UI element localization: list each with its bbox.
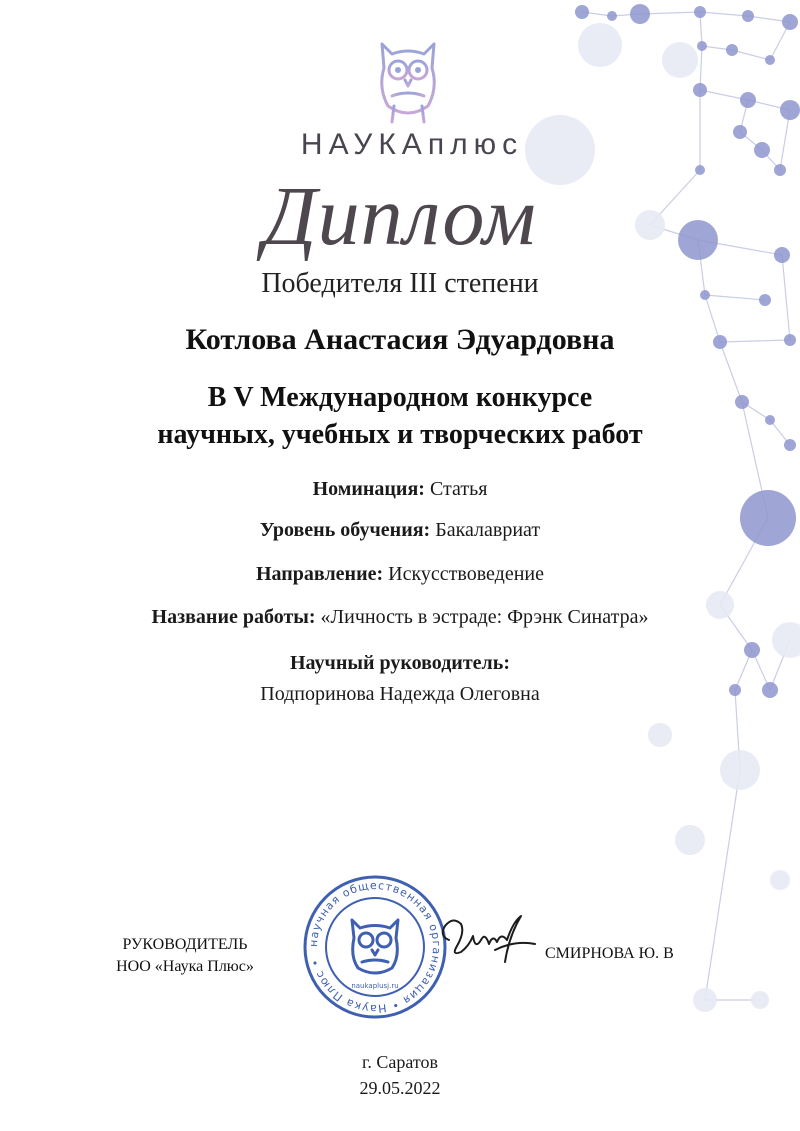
city: г. Саратов <box>362 1052 438 1072</box>
seal-ring-text: научная общественная организация • Наука Плюс • <box>306 878 444 1016</box>
seal-stamp-icon <box>300 872 450 1022</box>
head-name: СМИРНОВА Ю. В <box>545 945 674 962</box>
award-degree: Победителя III степени <box>261 268 539 299</box>
head-title <box>60 934 310 978</box>
network-dot <box>720 750 760 790</box>
network-dot <box>630 4 650 24</box>
network-dot <box>694 6 706 18</box>
field-direction <box>0 563 800 586</box>
owl-logo-icon <box>368 36 448 128</box>
head-title-line-2: НОО «Наука Плюс» <box>116 958 254 975</box>
network-dot <box>751 991 769 1009</box>
field-nomination-value: Статья <box>424 478 488 500</box>
network-dot <box>726 44 738 56</box>
network-dot <box>740 92 756 108</box>
network-dot <box>607 11 617 21</box>
head-title-line-1: РУКОВОДИТЕЛЬ <box>122 936 248 953</box>
date: 29.05.2022 <box>359 1078 441 1098</box>
field-level-label: Уровень обучения: <box>259 519 431 541</box>
contest-line-1: В V Международном конкурсе <box>207 382 593 413</box>
field-direction-value: Искусствоведение <box>383 563 544 585</box>
network-dot <box>578 23 622 67</box>
network-dot <box>675 825 705 855</box>
network-dot <box>575 5 589 19</box>
supervisor-label: Научный руководитель: <box>290 652 510 674</box>
brand-name: НАУКАплюс <box>300 128 524 161</box>
field-direction-label: Направление: <box>255 563 384 585</box>
seal-site-text: naukaplusj.ru <box>351 982 399 990</box>
svg-text:научная общественная организац <box>307 879 443 1015</box>
network-dot <box>693 83 707 97</box>
field-level-value: Бакалавриат <box>430 519 541 541</box>
field-nomination-label: Номинация: <box>312 478 425 500</box>
field-work-value: «Личность в эстраде: Фрэнк Синатра» <box>315 606 649 628</box>
field-work-label: Название работы: <box>151 606 316 628</box>
supervisor-name: Подпоринова Надежда Олеговна <box>260 683 540 705</box>
contest-line-2: научных, учебных и творческих работ <box>157 419 643 450</box>
recipient-name: Котлова Анастасия Эдуардовна <box>185 323 615 356</box>
field-nomination <box>0 478 800 501</box>
field-level <box>0 519 800 542</box>
network-dot <box>662 42 698 78</box>
signature-icon <box>435 910 545 970</box>
network-dot <box>693 988 717 1012</box>
network-dot <box>770 870 790 890</box>
network-dot <box>742 10 754 22</box>
network-dot <box>648 723 672 747</box>
network-dot <box>765 55 775 65</box>
network-dot <box>697 41 707 51</box>
field-work-title <box>0 606 800 629</box>
diploma-title: Диплом <box>263 170 537 263</box>
network-dot <box>780 100 800 120</box>
network-dot <box>782 14 798 30</box>
